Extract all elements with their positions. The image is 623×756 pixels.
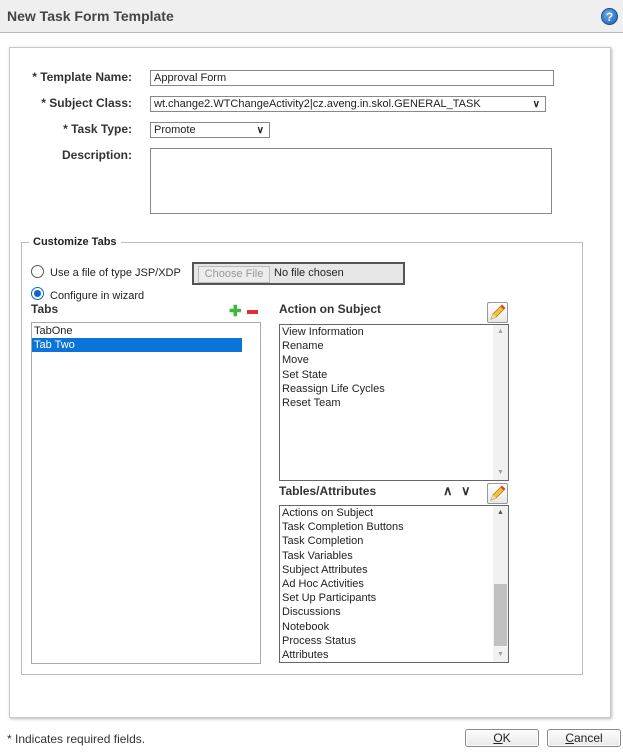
tab-item-tab-two[interactable]: Tab Two (32, 338, 242, 352)
action-on-subject-listbox[interactable] (279, 324, 509, 481)
configure-wizard-label: Configure in wizard (50, 290, 145, 302)
dialog-title: New Task Form Template (7, 8, 174, 24)
chevron-down-icon: ∨ (256, 125, 264, 136)
chevron-up-icon[interactable]: ∧ (443, 483, 453, 498)
file-input[interactable] (192, 262, 405, 285)
attribute-item[interactable]: Notebook (282, 620, 330, 633)
scrollbar-thumb[interactable] (494, 584, 507, 646)
task-type-value: Promote (154, 124, 196, 136)
use-file-label: Use a file of type JSP/XDP (50, 267, 181, 279)
help-icon[interactable]: ? (601, 8, 618, 25)
cancel-button[interactable] (547, 729, 621, 747)
action-item[interactable]: Reset Team (282, 396, 341, 409)
ok-label: K (502, 731, 511, 745)
template-name-input[interactable]: Approval Form (150, 70, 554, 86)
subject-class-label: * Subject Class: (41, 96, 132, 110)
scroll-up-icon[interactable]: ▲ (497, 509, 504, 516)
edit-tables-button[interactable] (487, 483, 508, 504)
task-type-label: * Task Type: (63, 122, 132, 136)
description-label: Description: (61, 148, 132, 162)
tables-attributes-listbox[interactable] (279, 505, 509, 663)
action-item[interactable]: Rename (282, 340, 324, 353)
tables-attributes-title: Tables/Attributes (279, 484, 377, 498)
scroll-down-icon[interactable]: ▼ (497, 651, 504, 658)
tabs-listbox[interactable] (31, 322, 261, 664)
attribute-item[interactable]: Task Completion (282, 535, 364, 548)
attribute-item[interactable]: Discussions (282, 606, 341, 619)
attribute-item[interactable]: Actions on Subject (282, 507, 374, 519)
ok-button[interactable] (465, 729, 539, 747)
chevron-down-icon[interactable]: ∨ (461, 483, 471, 498)
scroll-up-icon[interactable]: ▲ (497, 328, 504, 335)
edit-actions-button[interactable] (487, 302, 508, 323)
file-status: No file chosen (274, 267, 344, 279)
attribute-item[interactable]: Attributes (282, 648, 329, 661)
subject-class-select[interactable] (150, 96, 546, 112)
use-file-radio[interactable] (31, 265, 44, 278)
action-on-subject-title: Action on Subject (279, 302, 381, 316)
configure-wizard-radio[interactable] (31, 287, 44, 300)
task-type-select[interactable] (150, 122, 270, 138)
template-name-label: * Template Name: (32, 70, 132, 84)
chevron-down-icon: ∨ (532, 99, 540, 110)
cancel-mnemonic: C (565, 731, 574, 745)
attribute-item[interactable]: Set Up Participants (282, 592, 377, 605)
attributes-scrollbar[interactable] (493, 506, 508, 662)
required-fields-note: * Indicates required fields. (7, 732, 146, 746)
customize-tabs-legend: Customize Tabs (29, 236, 121, 248)
cancel-label: ancel (573, 731, 603, 745)
subject-class-value: wt.change2.WTChangeActivity2|cz.aveng.in.skol.GENERAL_TASK (154, 98, 481, 110)
action-scrollbar[interactable] (493, 325, 508, 480)
attribute-item[interactable]: Ad Hoc Activities (282, 577, 364, 590)
attribute-item[interactable]: Subject Attributes (282, 563, 368, 576)
action-item[interactable]: View Information (282, 326, 364, 338)
tabs-title: Tabs (31, 302, 59, 316)
tab-item-tabone[interactable]: TabOne (34, 325, 73, 337)
attribute-item[interactable]: Task Variables (282, 549, 353, 562)
ok-mnemonic: O (493, 731, 503, 745)
attribute-item[interactable]: Task Completion Buttons (282, 521, 404, 534)
remove-tab-icon[interactable] (247, 310, 258, 314)
add-tab-icon[interactable]: ✚ (229, 303, 242, 320)
pencil-icon (488, 484, 507, 503)
action-item[interactable]: Set State (282, 368, 328, 381)
description-textarea[interactable] (150, 148, 552, 214)
dialog-header (0, 0, 623, 33)
scroll-down-icon[interactable]: ▼ (497, 469, 504, 476)
pencil-icon (488, 303, 507, 322)
attribute-item[interactable]: Process Status (282, 634, 356, 647)
action-item[interactable]: Reassign Life Cycles (282, 382, 385, 395)
choose-file-button[interactable]: Choose File (198, 266, 270, 283)
action-item[interactable]: Move (282, 354, 309, 367)
